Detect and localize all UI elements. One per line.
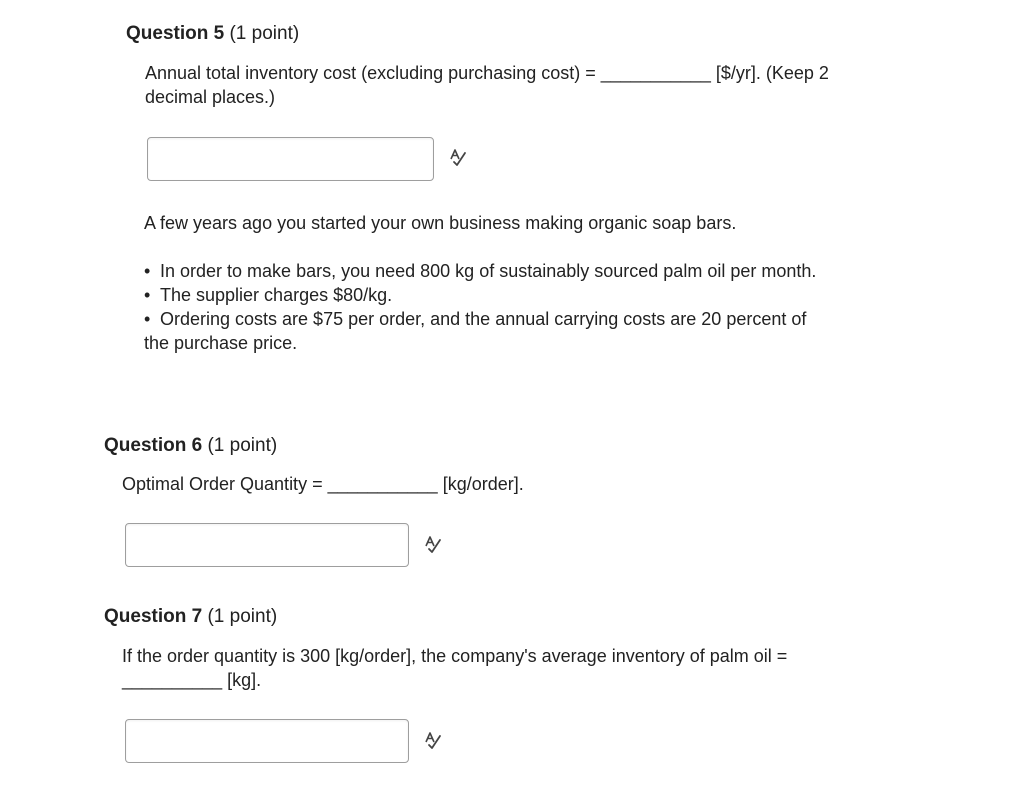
- scenario-bullet-list: [144, 259, 944, 355]
- question-points: (1 point): [207, 435, 278, 456]
- question-5-heading: [126, 22, 299, 46]
- question-6-answer-input[interactable]: [125, 523, 409, 567]
- question-7-prompt: [122, 644, 922, 692]
- prompt-line: decimal places.): [145, 87, 276, 107]
- prompt-line: Annual total inventory cost (excluding purchasing cost) = ___________ [$/yr]. (Keep 2: [145, 63, 829, 83]
- question-6-prompt: Optimal Order Quantity = ___________ [kg/order].: [122, 474, 524, 494]
- question-title: Question 5: [126, 23, 225, 44]
- list-item: [144, 259, 944, 283]
- question-6-heading: [104, 434, 277, 458]
- bullet-text: In order to make bars, you need 800 kg of sustainably sourced palm oil per month.: [160, 261, 817, 281]
- scenario-intro: A few years ago you started your own business making organic soap bars.: [144, 213, 737, 233]
- question-7-heading: [104, 605, 277, 629]
- spellcheck-icon[interactable]: [423, 535, 443, 555]
- bullet-text: The supplier charges $80/kg.: [160, 285, 393, 305]
- list-item-continuation: [144, 331, 944, 355]
- question-title: Question 6: [104, 435, 203, 456]
- question-points: (1 point): [229, 23, 300, 44]
- bullet-marker: •: [144, 309, 151, 329]
- spellcheck-icon[interactable]: [423, 731, 443, 751]
- bullet-text: the purchase price.: [144, 333, 298, 353]
- bullet-marker: •: [144, 285, 151, 305]
- question-5-answer-input[interactable]: [147, 137, 434, 181]
- prompt-line: __________ [kg].: [122, 670, 262, 690]
- list-item: [144, 283, 944, 307]
- question-7-answer-input[interactable]: [125, 719, 409, 763]
- list-item: [144, 307, 944, 331]
- question-title: Question 7: [104, 606, 203, 627]
- question-points: (1 point): [207, 606, 278, 627]
- bullet-text: Ordering costs are $75 per order, and the annual carrying costs are 20 percent of: [160, 309, 807, 329]
- question-5-prompt: [145, 61, 925, 109]
- prompt-line: If the order quantity is 300 [kg/order], the company's average inventory of palm oil =: [122, 646, 788, 666]
- spellcheck-icon[interactable]: [448, 148, 468, 168]
- bullet-marker: •: [144, 261, 151, 281]
